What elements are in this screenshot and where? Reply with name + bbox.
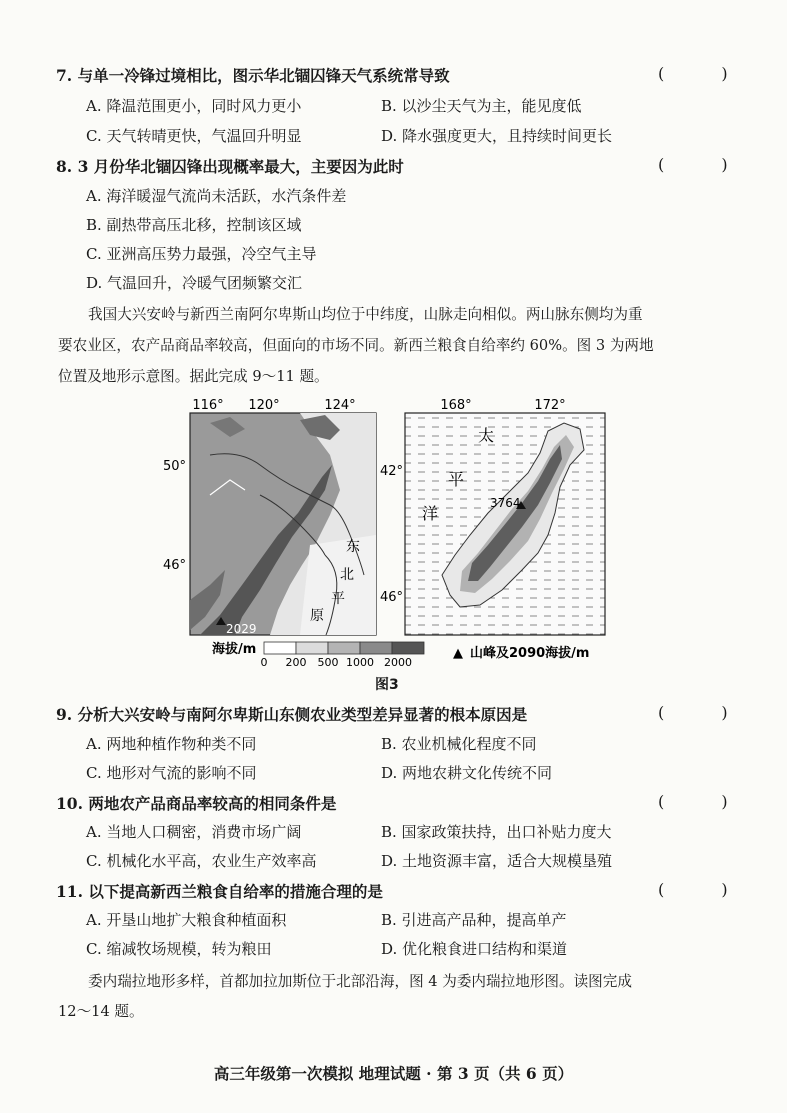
question-7-option-a: A. 降温范围更小，同时风力更小	[86, 97, 302, 115]
legend-swatch	[296, 642, 328, 654]
legend-tick: 2000	[384, 656, 412, 669]
intro2-paragraph-line-1: 委内瑞拉地形多样，首都加拉加斯位于北部沿海，图 4 为委内瑞拉地形图。读图完成	[88, 973, 632, 990]
left-map-great-khingan	[190, 413, 376, 635]
legend-swatch	[360, 642, 392, 654]
right-map-lat-label: 46°	[379, 590, 403, 605]
legend-title: 海拔/m	[212, 642, 257, 657]
question-8-option-a: A. 海洋暖湿气流尚未活跃，水汽条件差	[86, 187, 347, 205]
question-11-stem: 11. 以下提高新西兰粮食自给率的措施合理的是	[56, 882, 383, 901]
page-footer: 高三年级第一次模拟 地理试题 · 第 3 页（共 6 页）	[213, 1064, 574, 1083]
question-10-option-b: B. 国家政策扶持，出口补贴力度大	[381, 823, 612, 841]
legend-tick: 200	[285, 656, 307, 669]
northeast-plain-char: 原	[310, 608, 324, 624]
question-7-option-c: C. 天气转晴更快，气温回升明显	[86, 127, 302, 145]
northeast-plain-char: 平	[331, 591, 345, 607]
figure-3	[150, 395, 630, 675]
left-map-lon-label: 116°	[192, 398, 224, 413]
intro-paragraph-line-1: 我国大兴安岭与新西兰南阿尔卑斯山均位于中纬度，山脉走向相似。两山脉东侧均为重	[88, 306, 643, 323]
question-7-option-b: B. 以沙尘天气为主，能见度低	[381, 97, 582, 115]
answer-parenthesis-11: ( )	[658, 880, 754, 899]
question-9-option-a: A. 两地种植作物种类不同	[86, 735, 257, 753]
northeast-plain-char: 东	[346, 539, 360, 555]
left-map-longitude-labels	[192, 398, 355, 413]
question-7-stem: 7. 与单一冷锋过境相比，图示华北锢囚锋天气系统常导致	[56, 66, 450, 85]
right-map-lon-label: 172°	[534, 398, 566, 413]
question-8-stem: 8. 3 月份华北锢囚锋出现概率最大，主要因为此时	[56, 157, 404, 176]
elevation-legend	[212, 641, 424, 669]
question-10-stem: 10. 两地农产品商品率较高的相同条件是	[56, 794, 337, 813]
legend-tick: 1000	[346, 656, 374, 669]
question-10-option-c: C. 机械化水平高，农业生产效率高	[86, 852, 317, 870]
right-map-longitude-labels	[440, 398, 565, 413]
question-8-option-c: C. 亚洲高压势力最强，冷空气主导	[86, 245, 317, 263]
answer-parenthesis-7: ( )	[658, 64, 754, 83]
legend-tick: 0	[260, 656, 268, 669]
answer-parenthesis-9: ( )	[658, 703, 754, 722]
right-map-latitude-labels	[380, 464, 403, 605]
question-11-option-d: D. 优化粮食进口结构和渠道	[381, 940, 568, 958]
pacific-ocean-char: 平	[448, 470, 465, 489]
legend-tick: 500	[317, 656, 339, 669]
left-map-peak-elevation: 2029	[226, 622, 257, 636]
left-map-lat-label: 46°	[162, 558, 186, 573]
figure-caption: 图3	[375, 677, 399, 693]
question-9-option-d: D. 两地农耕文化传统不同	[381, 764, 553, 782]
right-map-lon-label: 168°	[440, 398, 472, 413]
legend-swatch	[328, 642, 360, 654]
question-8-option-b: B. 副热带高压北移，控制该区域	[86, 216, 302, 234]
question-9-stem: 9. 分析大兴安岭与南阿尔卑斯山东侧农业类型差异显著的根本原因是	[56, 705, 528, 724]
question-7-option-d: D. 降水强度更大，且持续时间更长	[381, 127, 613, 145]
question-10-option-d: D. 土地资源丰富，适合大规模垦殖	[381, 852, 613, 870]
right-map-southern-alps	[405, 413, 605, 635]
question-11-option-c: C. 缩减牧场规模，转为粮田	[86, 940, 272, 958]
intro-paragraph-line-2: 要农业区，农产品商品率较高，但面向的市场不同。新西兰粮食自给率约 60%。图 3 为两地	[58, 337, 654, 354]
answer-parenthesis-10: ( )	[658, 792, 754, 811]
legend-swatch	[264, 642, 296, 654]
left-map-lon-label: 120°	[248, 398, 280, 413]
question-10-option-a: A. 当地人口稠密，消费市场广阔	[86, 823, 302, 841]
left-map-lat-label: 50°	[162, 459, 186, 474]
intro2-paragraph-line-2: 12～14 题。	[58, 1003, 144, 1020]
question-11-option-a: A. 开垦山地扩大粮食种植面积	[86, 911, 287, 929]
left-map-latitude-labels	[163, 459, 186, 573]
intro-paragraph-line-3: 位置及地形示意图。据此完成 9～11 题。	[58, 368, 329, 385]
question-8-option-d: D. 气温回升，冷暖气团频繁交汇	[86, 274, 303, 292]
right-map-peak-elevation: 3764	[490, 496, 521, 510]
pacific-ocean-char: 太	[478, 426, 495, 445]
legend-swatch	[392, 642, 424, 654]
peak-legend	[453, 645, 589, 661]
answer-parenthesis-8: ( )	[658, 155, 754, 174]
left-map-lon-label: 124°	[324, 398, 356, 413]
pacific-ocean-char: 洋	[422, 504, 439, 523]
northeast-plain-char: 北	[340, 567, 354, 583]
question-9-option-b: B. 农业机械化程度不同	[381, 735, 537, 753]
question-9-option-c: C. 地形对气流的影响不同	[86, 764, 257, 782]
question-11-option-b: B. 引进高产品种，提高单产	[381, 911, 567, 929]
right-map-lat-label: 42°	[379, 464, 403, 479]
peak-legend-text: 山峰及2090海拔/m	[470, 646, 590, 661]
peak-legend-icon: ▲	[453, 646, 463, 661]
